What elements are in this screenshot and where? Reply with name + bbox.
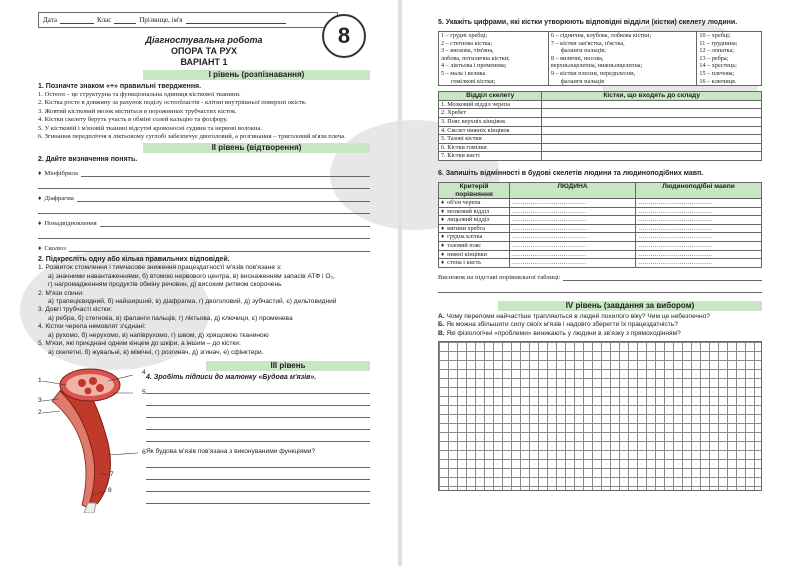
date-label: Дата bbox=[43, 16, 57, 24]
answer-line[interactable] bbox=[69, 251, 370, 252]
answer-line[interactable] bbox=[438, 281, 762, 293]
bones-column bbox=[697, 32, 762, 86]
level-4-banner: IV рівень (завдання за вибором) bbox=[498, 301, 762, 311]
answer-line[interactable] bbox=[146, 456, 370, 468]
section-name: 5. Тазові кістки bbox=[439, 135, 542, 144]
name-label: Прізвище, ім'я bbox=[139, 16, 183, 24]
question: 3. Довгі трубчасті кістки: bbox=[38, 306, 113, 314]
level-1-banner: I рівень (розпізнавання) bbox=[143, 70, 370, 80]
answer-options[interactable]: а) трапецієвидний, б) найширший, в) діафрагма, г) двоголовий, д) зубчастий, є) дельтовидний bbox=[48, 298, 337, 306]
term-label: Понадвідновлення bbox=[44, 220, 97, 228]
column-header: Кістки, що входять до складу bbox=[542, 92, 762, 101]
bullet-icon: ♦ bbox=[441, 216, 445, 224]
criterion: ♦ грудна клітка bbox=[439, 233, 510, 242]
answer-options[interactable]: а) скелетні, б) жувальні, в) мімічні, г) розгинач, д) згинач, е) сфінктери. bbox=[48, 348, 264, 356]
answer-cell[interactable] bbox=[542, 143, 762, 152]
column-header: Людиноподібні мавпи bbox=[636, 182, 762, 198]
bullet-icon: ♦ bbox=[441, 224, 445, 232]
bones-table bbox=[438, 31, 762, 86]
figure-label: 2 bbox=[38, 408, 42, 416]
bullet-icon: ♦ bbox=[441, 250, 445, 258]
column-header: ЛЮДИНА bbox=[510, 182, 636, 198]
figure-label: 8 bbox=[108, 486, 112, 494]
bullet-icon: ♦ bbox=[441, 259, 445, 267]
answer-line[interactable] bbox=[146, 406, 370, 418]
ape-cell[interactable]: ……………………………… bbox=[636, 233, 762, 242]
term-row bbox=[38, 214, 370, 227]
question-list bbox=[38, 264, 370, 356]
term-row bbox=[38, 189, 370, 202]
bone-item: 14 – хрестець; bbox=[699, 62, 737, 70]
statement[interactable]: 5. У кістковій і м'язовій тканині відсутні кровоносні судини та нервові волокна. bbox=[38, 124, 263, 132]
level-3-banner: III рівень bbox=[206, 361, 370, 371]
criterion: ♦ стопа і кисть bbox=[439, 259, 510, 268]
bone-item: 16 – ключиця. bbox=[699, 77, 737, 85]
answer-line[interactable] bbox=[146, 382, 370, 394]
task-6-title: 6. Запишіть відмінності в будові скелетів людини та людиноподібних мавп. bbox=[438, 169, 704, 177]
answer-line[interactable] bbox=[100, 226, 370, 227]
task-3-title: 2. Підкресліть одну або кілька правильних відповідей. bbox=[38, 256, 230, 264]
answer-options[interactable]: а) значними навантаженнями, б) втомою нервового центра, в) виснаженням запасів АТФ і O₂, bbox=[48, 272, 335, 280]
column-header: Відділ скелету bbox=[439, 92, 542, 101]
right-page bbox=[400, 0, 800, 566]
answer-cell[interactable] bbox=[542, 152, 762, 161]
section-name: 6. Кістки гомілки bbox=[439, 143, 542, 152]
bone-item: 13 – ребра; bbox=[699, 54, 729, 62]
term-label: Діафрагма bbox=[44, 195, 74, 203]
student-header bbox=[38, 12, 338, 28]
human-cell[interactable]: ……………………………… bbox=[510, 224, 636, 233]
ape-cell[interactable]: ……………………………… bbox=[636, 242, 762, 251]
class-field[interactable] bbox=[114, 17, 136, 24]
statement[interactable]: 3. Жовтий кістковий мозок міститься в порожнинах трубчастих кісток. bbox=[38, 107, 237, 115]
answer-cell[interactable] bbox=[542, 100, 762, 109]
ape-cell[interactable]: ……………………………… bbox=[636, 224, 762, 233]
variant-number-badge: 8 bbox=[322, 14, 366, 58]
bone-item: 2 – стегнова кістка; bbox=[441, 39, 493, 47]
bone-item: лобова, потилична кістки; bbox=[441, 54, 510, 62]
ape-cell[interactable]: ……………………………… bbox=[636, 216, 762, 225]
criterion: ♦ лицьовий відділ bbox=[439, 216, 510, 225]
bone-item: 1 – грудні хребці; bbox=[441, 32, 488, 39]
bone-item: 4 – ліктьова і променева; bbox=[441, 62, 507, 70]
bones-column bbox=[439, 32, 549, 86]
question: 2. М'язи спини: bbox=[38, 289, 84, 297]
figure-label: 1 bbox=[38, 376, 42, 384]
task-1-title: 1. Позначте знаком «+» правильні твердження. bbox=[38, 83, 202, 90]
bullet-icon: ♦ bbox=[441, 207, 445, 215]
answer-line[interactable] bbox=[146, 394, 370, 406]
choice-item[interactable]: Б. Як можна збільшити силу своїх м'язів і надовго зберегти їх працездатність? bbox=[438, 321, 678, 329]
class-label: Клас bbox=[96, 16, 112, 24]
bone-item: фаланги пальців; bbox=[560, 47, 606, 55]
bone-item: гомілкові кістки; bbox=[451, 77, 496, 85]
answer-line[interactable] bbox=[563, 280, 762, 281]
human-cell[interactable]: ……………………………… bbox=[510, 216, 636, 225]
bone-item: 11 – груднина; bbox=[699, 39, 738, 47]
bone-item: верхньощелепна, нижньощелепна; bbox=[550, 62, 643, 70]
bone-item: фаланги пальців bbox=[560, 77, 605, 85]
question: 1. Розвиток стомлення і тимчасове зниження працездатності м'язів пов'язане з: bbox=[38, 264, 282, 272]
section-name: 1. Мозковий відділ черепа bbox=[439, 100, 542, 109]
bullet-icon: ♦ bbox=[38, 170, 42, 178]
comparison-table bbox=[438, 182, 762, 268]
figure-label: 7 bbox=[110, 470, 114, 478]
human-cell[interactable]: ……………………………… bbox=[510, 250, 636, 259]
figure-label: 4 bbox=[142, 368, 146, 376]
human-cell[interactable]: ……………………………… bbox=[510, 207, 636, 216]
figure-label: 3 bbox=[38, 396, 42, 404]
criterion: ♦ об'єм черепа bbox=[439, 199, 510, 208]
human-cell[interactable]: ……………………………… bbox=[510, 242, 636, 251]
answer-cell[interactable] bbox=[542, 109, 762, 118]
human-cell[interactable]: ……………………………… bbox=[510, 199, 636, 208]
statement[interactable]: 2. Кістка росте в довжину за рахунок поділу остеобластів - клітин внутрішньої поверхні окістя. bbox=[38, 99, 307, 107]
choice-list bbox=[438, 313, 762, 338]
work-title: Діагностувальна робота bbox=[145, 35, 263, 45]
statement[interactable]: 4. Кістки скелету беруть участь в обміні солей кальцію та фосфору. bbox=[38, 116, 228, 124]
column-header: Критерій порівняння bbox=[439, 182, 510, 198]
level-3-area bbox=[38, 359, 370, 534]
name-field[interactable] bbox=[186, 17, 286, 24]
bullet-icon: ♦ bbox=[441, 242, 445, 250]
answer-line[interactable] bbox=[38, 202, 370, 214]
criterion: ♦ тазовий пояс bbox=[439, 242, 510, 251]
answer-cell[interactable] bbox=[542, 135, 762, 144]
criterion: ♦ мозковий відділ bbox=[439, 207, 510, 216]
answer-options[interactable]: а) рухомо, б) нерухомо, в) напіврухомо, г) швом, д) хрящовою тканиною bbox=[48, 331, 269, 339]
bone-item: 6 – сіднична, клубова, лобкова кістки; bbox=[550, 32, 652, 39]
skeleton-sections-table bbox=[438, 91, 762, 161]
bullet-icon: ♦ bbox=[38, 245, 42, 253]
section-name: 7. Кістки кисті bbox=[439, 152, 542, 161]
bone-item: 10 – хребці; bbox=[699, 32, 731, 39]
task-2-title: 2. Дайте визначення понять. bbox=[38, 156, 138, 164]
muscle-structure-illustration bbox=[38, 363, 148, 513]
figure-label: 5 bbox=[142, 388, 146, 396]
bone-item: 8 – виличні, носова, bbox=[550, 54, 604, 62]
ape-cell[interactable]: ……………………………… bbox=[636, 259, 762, 268]
choice-item[interactable]: А. Чому переломи найчастіше трапляються в людей похилого віку? Чим це небезпечно? bbox=[438, 312, 710, 320]
task-4-title: 4. Зробіть підписи до малюнку «Будова м'язів». bbox=[146, 373, 317, 381]
variant-title: ВАРІАНТ 1 bbox=[180, 57, 228, 67]
answer-line[interactable] bbox=[38, 177, 370, 189]
bone-item: 12 – лопатка; bbox=[699, 47, 734, 55]
answer-cell[interactable] bbox=[542, 126, 762, 135]
section-name: 3. Пояс верхніх кінцівок bbox=[439, 117, 542, 126]
term-label: Міофібрила bbox=[44, 170, 78, 178]
question-text: Як будова м'язів пов'язана з виконуваними функціями? bbox=[146, 447, 316, 455]
task-1-list bbox=[38, 91, 370, 141]
bullet-icon: ♦ bbox=[441, 233, 445, 241]
answer-options[interactable]: г) нагромадженням продуктів обміну речовин, д) високим ритмом скорочень bbox=[48, 281, 282, 289]
term-row bbox=[38, 239, 370, 252]
question: 5. М'язи, які приєднані одним кінцем до шкіри, а іншим – до кістки: bbox=[38, 340, 241, 348]
bullet-icon: ♦ bbox=[38, 195, 42, 203]
bone-item: 9 – кістки плесни, передплесни, bbox=[550, 69, 636, 77]
bone-item: 15 – плечова; bbox=[699, 69, 735, 77]
task-5-title: 5. Укажіть цифрами, які кістки утворюють відповідні відділи (кістки) скелету людини. bbox=[438, 19, 738, 26]
level-2-banner: II рівень (відтворення) bbox=[143, 143, 370, 153]
term-row bbox=[38, 164, 370, 177]
section-name: 4. Скелет нижніх кінцівок bbox=[439, 126, 542, 135]
answer-grid[interactable] bbox=[438, 341, 762, 491]
criterion: ♦ нижні кінцівки bbox=[439, 250, 510, 259]
human-cell[interactable]: ……………………………… bbox=[510, 259, 636, 268]
topic-title: ОПОРА ТА РУХ bbox=[170, 46, 238, 56]
bone-item: 5 – мала і велика bbox=[441, 69, 486, 77]
bullet-icon: ♦ bbox=[441, 199, 445, 207]
answer-line[interactable] bbox=[77, 201, 370, 202]
statement[interactable]: 6. Згинання передпліччя в ліктьовому суглобі забезпечує двоголовий, а розгинання – триголовий м'язи плеча. bbox=[38, 133, 346, 141]
answer-line[interactable] bbox=[146, 430, 370, 442]
bone-item: 7 – кістки зап'ястка, п'ястка, bbox=[550, 39, 625, 47]
section-name: 2. Хребет bbox=[439, 109, 542, 118]
human-cell[interactable]: ……………………………… bbox=[510, 233, 636, 242]
figure-label: 6 bbox=[142, 448, 146, 456]
answer-line[interactable] bbox=[146, 468, 370, 480]
conclusion-row bbox=[438, 268, 762, 281]
answer-cell[interactable] bbox=[542, 117, 762, 126]
statement[interactable]: 1. Остеон – це структурна та функціональна одиниця кісткової тканини. bbox=[38, 91, 241, 98]
answer-line[interactable] bbox=[146, 492, 370, 504]
choice-item[interactable]: В. Які фізіологічні «проблеми» виникають у людини в зв'язку з прямоходінням? bbox=[438, 329, 681, 337]
answer-line[interactable] bbox=[81, 176, 370, 177]
question: 4. Кістки черепа немовлят з'єднані: bbox=[38, 323, 146, 331]
date-field[interactable] bbox=[60, 17, 94, 24]
answer-line[interactable] bbox=[38, 227, 370, 239]
conclusion-label: Висновок на підставі порівняльної таблиці: bbox=[438, 273, 561, 281]
bones-column bbox=[548, 32, 697, 86]
bone-item: 3 – вискова, тім'яна, bbox=[441, 47, 494, 55]
term-label: Сколіоз bbox=[44, 245, 66, 253]
answer-line[interactable] bbox=[146, 418, 370, 430]
bullet-icon: ♦ bbox=[38, 220, 42, 228]
criterion: ♦ вигини хребта bbox=[439, 224, 510, 233]
ape-cell[interactable]: ……………………………… bbox=[636, 250, 762, 259]
answer-line[interactable] bbox=[146, 480, 370, 492]
answer-options[interactable]: а) ребра, б) стегнова, в) фаланги пальців, г) ліктьова, д) ключиця, є) променева bbox=[48, 314, 293, 322]
ape-cell[interactable]: ……………………………… bbox=[636, 199, 762, 208]
ape-cell[interactable]: ……………………………… bbox=[636, 207, 762, 216]
